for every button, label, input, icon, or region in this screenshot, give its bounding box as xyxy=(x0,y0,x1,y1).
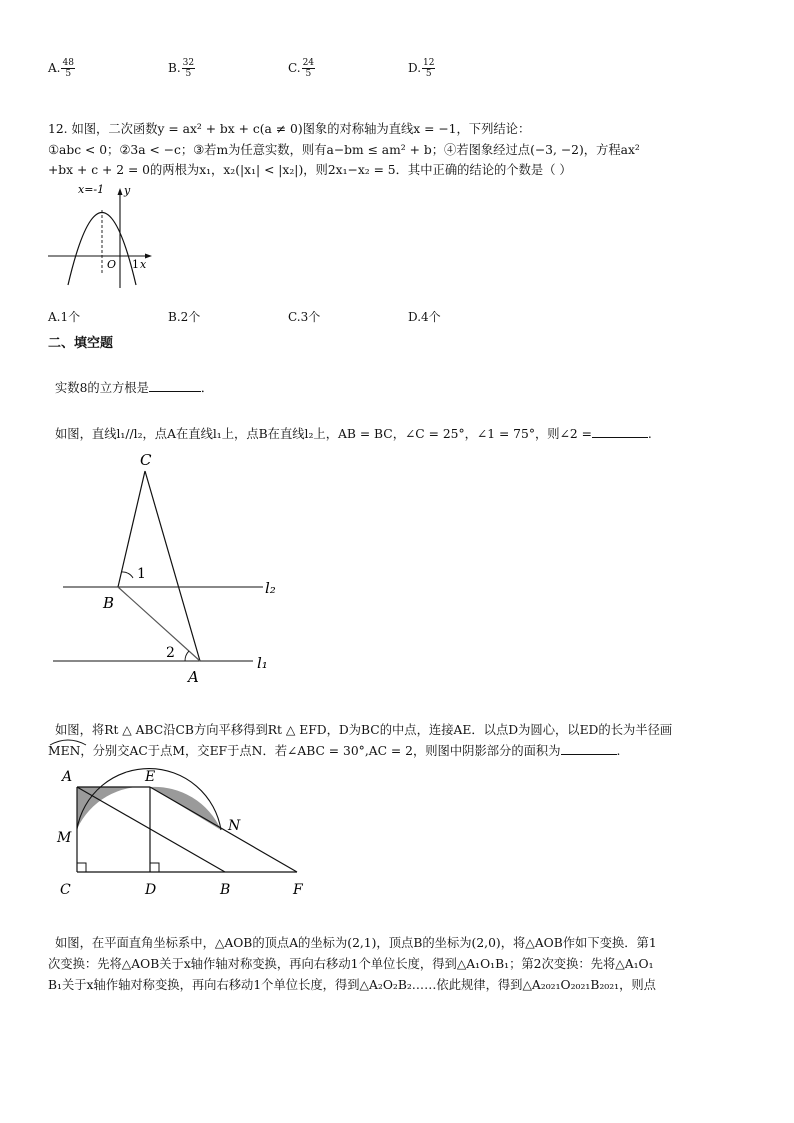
section-title: 二、填空题 xyxy=(48,336,114,351)
right-angle-d xyxy=(150,863,159,872)
point-c-label: C xyxy=(60,882,71,898)
fill-question-4-line-2: 次变换：先将△AOB关于x轴作轴对称变换，再向右移动1个单位长度，得到△A₁O₁B₁；第2次变换：先将△A₁O₁ xyxy=(48,957,654,971)
q12-parabola-graph xyxy=(40,180,160,295)
q12-line-2: ①abc < 0；②3a < −c；③若m为任意实数，则有a−bm ≤ am² + b；④若图象经过点(−3, −2)，方程ax² xyxy=(48,143,640,157)
origin-label: O xyxy=(107,258,117,271)
segment-ef xyxy=(150,787,297,872)
q11-option-b: B. $\frac{32}{5}$ xyxy=(168,58,195,79)
one-label: 1 xyxy=(132,258,139,271)
segment-ab xyxy=(77,787,225,872)
segment-ca xyxy=(145,471,200,661)
translation-figure xyxy=(50,762,320,902)
parabola xyxy=(68,213,136,286)
answer-blank xyxy=(149,391,201,392)
angle-2-label: 2 xyxy=(166,645,175,661)
answer-blank xyxy=(592,437,648,438)
point-b-label: B xyxy=(220,882,231,898)
arc-mark-over-men xyxy=(48,737,88,747)
q12-option-c: C.3个 xyxy=(288,310,321,324)
point-m-label: M xyxy=(57,830,72,846)
q11-option-d: D. $\frac{12}{5}$ xyxy=(408,58,435,79)
point-a-label: A xyxy=(62,769,73,785)
q12-option-a: A.1个 xyxy=(48,310,81,324)
parallel-lines-figure xyxy=(45,445,295,685)
fill-question-2: 如图，直线l₁//l₂，点A在直线l₁上，点B在直线l₂上，AB = BC，∠C = 25°，∠1 = 75°，则∠2 = . xyxy=(55,427,652,441)
q12-line-3: +bx + c + 2 = 0的两根为x₁，x₂(|x₁| < |x₂|)，则2x₁−x₂ = 5．其中正确的结论的个数是（ ） xyxy=(48,163,572,177)
q12-option-b: B.2个 xyxy=(168,310,201,324)
y-axis-arrow xyxy=(118,188,123,195)
q12-option-d: D.4个 xyxy=(408,310,441,324)
l1-label: l₁ xyxy=(257,654,268,672)
fill-question-3-line-2: MEN，分别交AC于点M，交EF于点N．若∠ABC = 30°,AC = 2，则图中阴影部分的面积为 . xyxy=(48,744,621,758)
point-c-label: C xyxy=(140,451,152,469)
q11-option-c: C. $\frac{24}{5}$ xyxy=(288,58,315,79)
answer-blank xyxy=(561,754,617,755)
point-d-label: D xyxy=(145,882,157,898)
point-n-label: N xyxy=(228,818,241,834)
angle-1-label: 1 xyxy=(137,566,146,582)
point-e-label: E xyxy=(145,769,156,785)
fill-question-4-line-3: B₁关于x轴作轴对称变换，再向右移动1个单位长度，得到△A₂O₂B₂……依此规律，得到△A₂₀₂₁O₂₀₂₁B₂₀₂₁，则点 xyxy=(48,978,656,992)
fill-question-4-line-1: 如图，在平面直角坐标系中，△AOB的顶点A的坐标为(2,1)，顶点B的坐标为(2,0)，将△AOB作如下变换．第1 xyxy=(55,936,657,950)
q12-line-1: 12. 如图，二次函数y = ax² + bx + c(a ≠ 0)图象的对称轴为直线x = −1，下列结论： xyxy=(48,122,531,136)
axis-of-symmetry-label: x=-1 xyxy=(78,183,105,196)
x-label: x xyxy=(140,258,147,271)
point-f-label: F xyxy=(293,882,303,898)
l2-label: l₂ xyxy=(265,579,276,597)
fill-question-3-line-1: 如图，将Rt △ ABC沿CB方向平移得到Rt △ EFD，D为BC的中点，连接AE．以点D为圆心，以ED的长为半径画 xyxy=(55,723,673,737)
point-a-label: A xyxy=(188,668,199,685)
q11-option-a: A. $\frac{48}{5}$ xyxy=(48,58,74,79)
y-label: y xyxy=(124,184,131,197)
fill-question-1: 实数8的立方根是 ． xyxy=(55,381,214,395)
angle-2-arc xyxy=(185,651,189,661)
right-angle-c xyxy=(77,863,86,872)
segment-ba xyxy=(118,587,200,661)
angle-1-arc xyxy=(122,572,133,578)
point-b-label: B xyxy=(103,594,115,612)
